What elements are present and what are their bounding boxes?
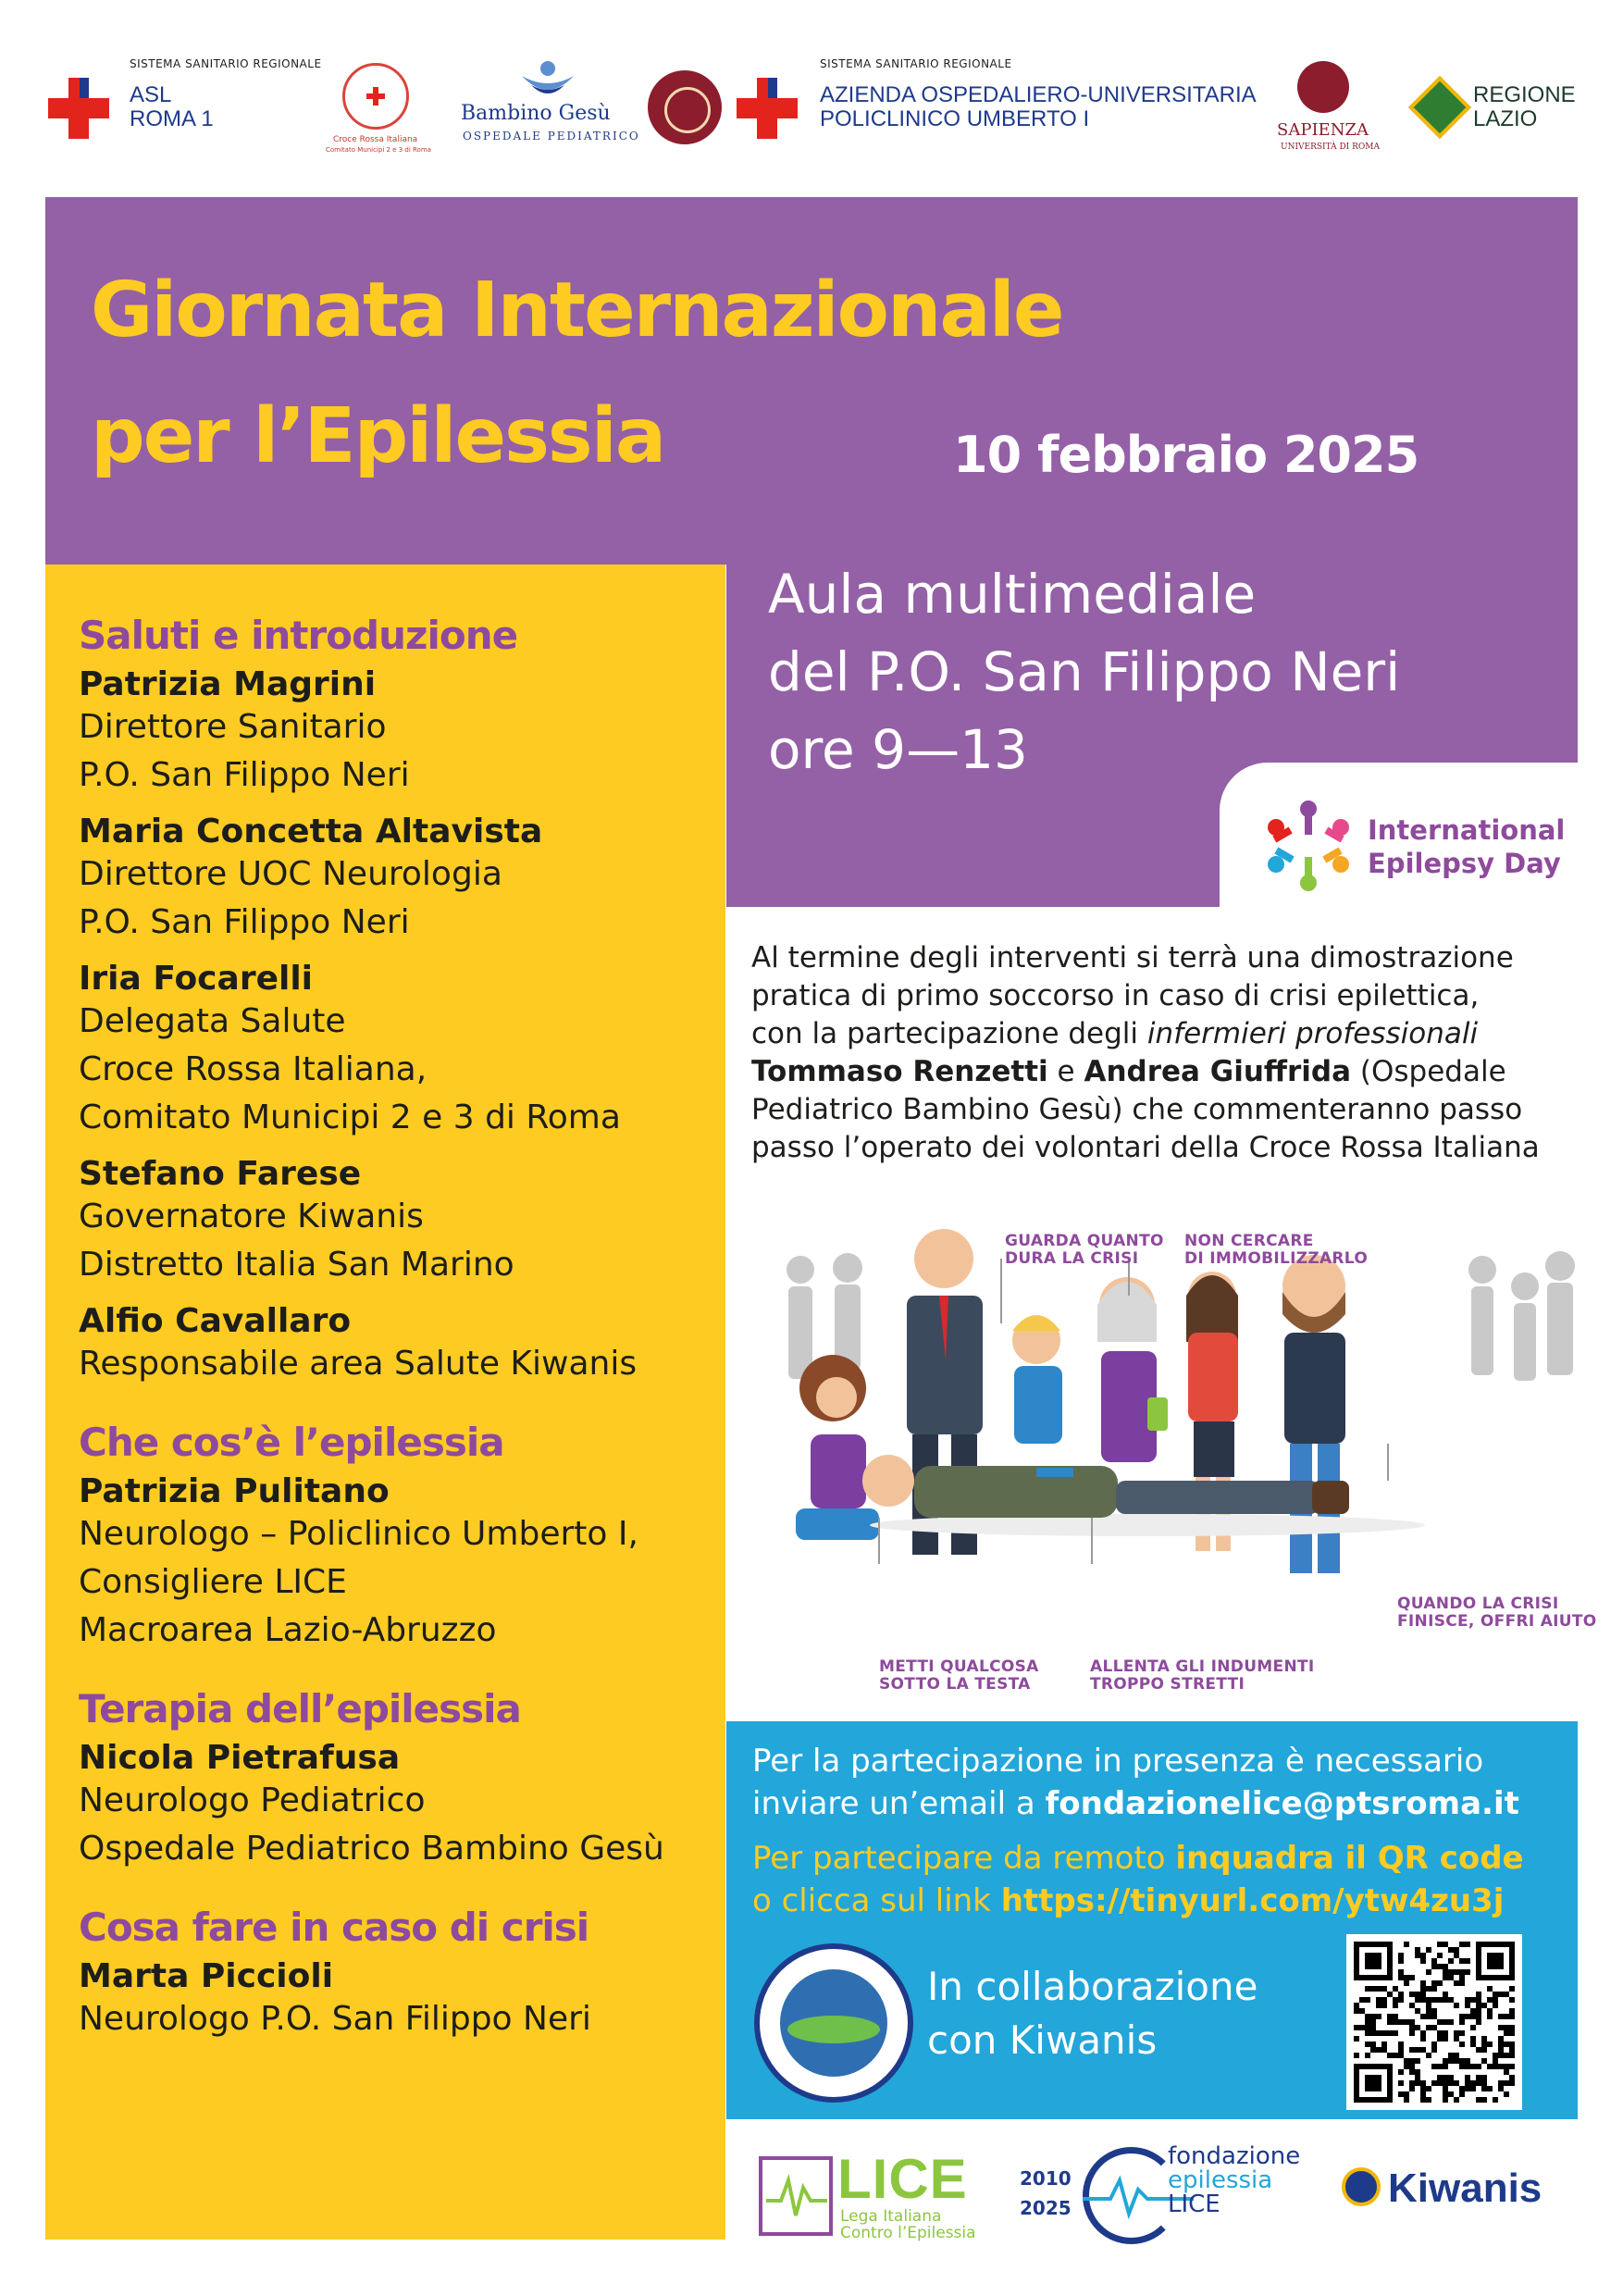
section-title: Che cos’è l’epilessia (79, 1420, 504, 1465)
venue-line1: Aula multimediale (768, 563, 1257, 626)
tip-label: ALLENTA GLI INDUMENTI TROPPO STRETTI (1090, 1657, 1315, 1694)
speaker-name: Nicola Pietrafusa (79, 1739, 401, 1777)
speaker-role: Governatore Kiwanis (79, 1198, 424, 1235)
red-cross-icon (737, 78, 798, 139)
speaker-role: Direttore Sanitario (79, 708, 387, 746)
speaker-role: Distretto Italia San Marino (79, 1246, 514, 1284)
bambino-gesu-name: Bambino Gesù (461, 102, 611, 125)
lazio-crest-icon (1408, 76, 1471, 139)
speaker-role: Neurologo P.O. San Filippo Neri (79, 2000, 591, 2038)
speaker-role: Croce Rossa Italiana, (79, 1050, 427, 1088)
fond-year-start: 2010 (1020, 2167, 1072, 2190)
cri-caption: Croce Rossa Italiana (333, 135, 418, 144)
desc-line: con la partecipazione degli infermieri professionali (751, 1017, 1479, 1050)
speaker-role: Direttore UOC Neurologia (79, 855, 502, 893)
lazio-line1: REGIONE (1473, 82, 1576, 107)
remote-text: Per partecipare da remoto inquadra il QR code o clicca sul link https://tinyurl.com/ytw4zu3j (752, 1840, 1524, 1919)
fond-line1: fondazione (1168, 2142, 1301, 2170)
kiwanis-name: Kiwanis (1388, 2166, 1542, 2211)
lazio-line2: LAZIO (1473, 106, 1538, 131)
speaker-name: Stefano Farese (79, 1155, 362, 1193)
desc-line: Pediatrico Bambino Gesù) che commenteranno passo (751, 1093, 1523, 1126)
speaker-name: Patrizia Magrini (79, 665, 377, 703)
event-date: 10 febbraio 2025 (953, 426, 1419, 484)
tip-label: GUARDA QUANTO DURA LA CRISI (1005, 1232, 1164, 1268)
desc-line: pratica di primo soccorso in caso di crisi epilettica, (751, 979, 1480, 1012)
section-title: Saluti e introduzione (79, 613, 518, 658)
asl-line2: ROMA 1 (130, 106, 214, 131)
speaker-role: P.O. San Filippo Neri (79, 756, 410, 794)
speaker-name: Marta Piccioli (79, 1957, 334, 1995)
asl-line1: ASL (130, 82, 172, 107)
program-list (79, 613, 726, 2043)
fond-year-end: 2025 (1020, 2197, 1072, 2219)
sapienza-sub: UNIVERSITÀ DI ROMA (1281, 143, 1380, 152)
speaker-role: Neurologo – Policlinico Umberto I, (79, 1515, 638, 1553)
collaboration-text: In collaborazione con Kiwanis (927, 1964, 1258, 2063)
red-cross-icon (48, 78, 109, 139)
qr-code-icon[interactable] (1346, 1934, 1522, 2110)
umberto-caption: SISTEMA SANITARIO REGIONALE (820, 57, 1012, 70)
epilepsy-day-badge (1220, 763, 1599, 929)
lice-name: LICE (837, 2148, 968, 2210)
people-circle-icon (1257, 794, 1360, 898)
asl-caption: SISTEMA SANITARIO REGIONALE (130, 57, 322, 70)
badge-line2: Epilepsy Day (1368, 848, 1561, 879)
sapienza-seal-icon (1297, 61, 1349, 113)
badge-line1: International (1368, 814, 1566, 846)
speaker-role: Ospedale Pediatrico Bambino Gesù (79, 1830, 664, 1868)
speaker-name: Patrizia Pulitano (79, 1472, 390, 1510)
logo-header (0, 0, 1623, 185)
speaker-name: Alfio Cavallaro (79, 1302, 352, 1340)
lice-sub: Lega Italiana Contro l’Epilessia (840, 2207, 976, 2242)
umberto-line2: POLICLINICO UMBERTO I (820, 106, 1090, 131)
header-band (45, 197, 1578, 565)
hands-child-icon (518, 59, 577, 100)
umberto-line1: AZIENDA OSPEDALIERO-UNIVERSITARIA (820, 82, 1257, 107)
tip-label: NON CERCARE DI IMMOBILIZZARLO (1184, 1232, 1369, 1268)
red-cross-emblem-icon (342, 63, 409, 130)
sapienza-name: SAPIENZA (1277, 120, 1369, 140)
medusa-seal-icon (648, 70, 722, 144)
email-link[interactable]: fondazionelice@ptsroma.it (1045, 1785, 1519, 1822)
registration-text: Per la partecipazione in presenza è necessario inviare un’email a fondazionelice@ptsroma.it (752, 1743, 1519, 1822)
desc-line: passo l’operato dei volontari della Croce Rossa Italiana (751, 1131, 1540, 1164)
speaker-role: P.O. San Filippo Neri (79, 903, 410, 941)
section-title: Terapia dell’epilessia (79, 1686, 521, 1731)
venue-line3: ore 9—13 (768, 718, 1028, 781)
speaker-role: Macroarea Lazio-Abruzzo (79, 1611, 497, 1649)
remote-link[interactable]: https://tinyurl.com/ytw4zu3j (1000, 1882, 1505, 1919)
desc-line: Tommaso Renzetti e Andrea Giuffrida (Ospedale (751, 1055, 1506, 1088)
lice-wave-icon (759, 2156, 833, 2236)
fond-line3: LICE (1168, 2191, 1220, 2218)
section-title: Cosa fare in caso di crisi (79, 1905, 589, 1950)
tip-label: METTI QUALCOSA SOTTO LA TESTA (879, 1657, 1039, 1694)
speaker-role: Responsabile area Salute Kiwanis (79, 1345, 638, 1383)
speaker-name: Iria Focarelli (79, 960, 314, 998)
desc-line: Al termine degli interventi si terrà una dimostrazione (751, 941, 1514, 974)
first-aid-illustration (759, 1203, 1597, 1703)
demo-description (751, 939, 1575, 1167)
speaker-role: Neurologo Pediatrico (79, 1781, 426, 1819)
event-title-line1: Giornata Internazionale (91, 267, 1063, 354)
fond-line2: epilessia (1168, 2166, 1273, 2194)
speaker-role: Comitato Municipi 2 e 3 di Roma (79, 1098, 621, 1136)
cri-sub: Comitato Municipi 2 e 3 di Roma (326, 146, 431, 154)
kiwanis-emblem-icon (1342, 2167, 1381, 2206)
speaker-role: Delegata Salute (79, 1002, 346, 1040)
venue-line2: del P.O. San Filippo Neri (768, 640, 1401, 703)
tip-label: QUANDO LA CRISI FINISCE, OFFRI AIUTO (1397, 1595, 1597, 1631)
kiwanis-badge-icon (754, 1943, 913, 2103)
bambino-gesu-sub: OSPEDALE PEDIATRICO (463, 130, 640, 143)
speaker-role: Consigliere LICE (79, 1563, 347, 1601)
speaker-name: Maria Concetta Altavista (79, 813, 543, 850)
event-title-line2: per l’Epilessia (91, 392, 665, 480)
